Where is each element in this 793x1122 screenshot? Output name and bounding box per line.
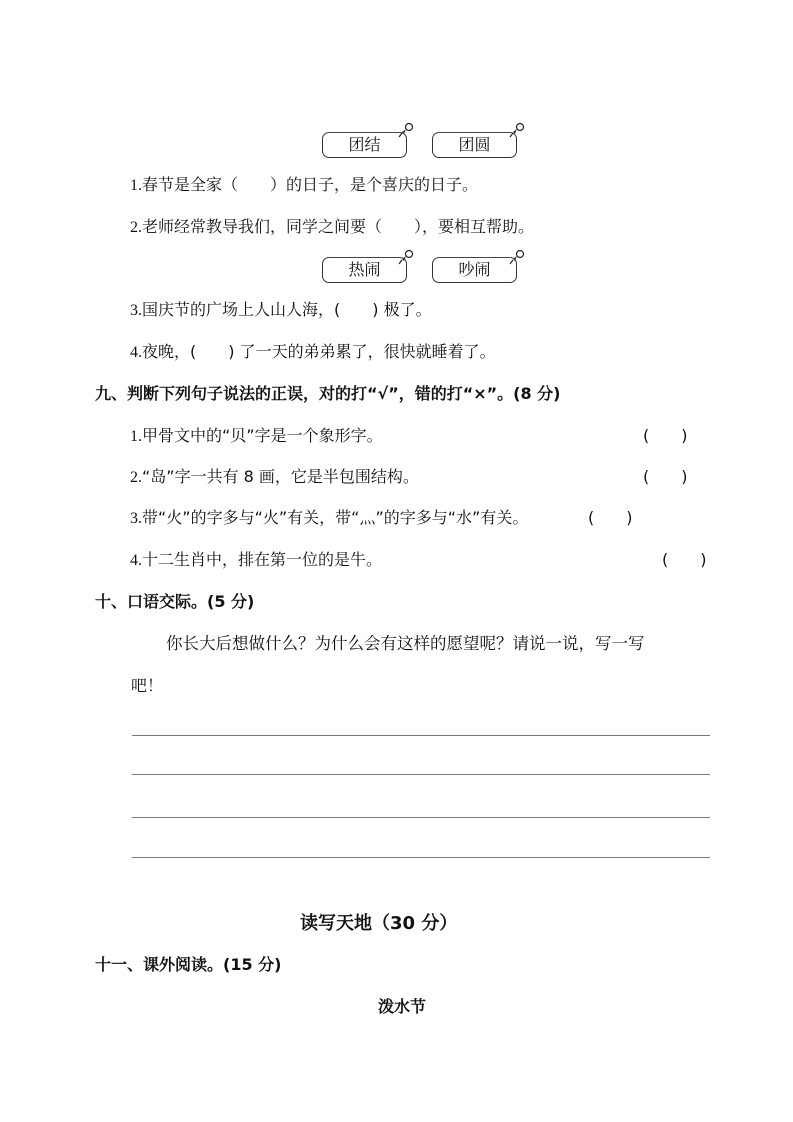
item-text: 甲骨文中的“贝”字是一个象形字。 bbox=[142, 426, 383, 445]
section-11-title: 十一、课外阅读。(15 分) bbox=[95, 955, 282, 974]
word-card bbox=[322, 257, 407, 283]
fill-blank-item-2 bbox=[130, 217, 534, 238]
fill-blank-item-1 bbox=[130, 175, 478, 196]
prompt-line-1: 你长大后想做什么？为什么会有这样的愿望呢？请说一说，写一写 bbox=[166, 634, 645, 653]
answer-line[interactable] bbox=[132, 735, 710, 736]
word-card-label: 团结 bbox=[348, 135, 381, 154]
answer-box[interactable]: ( ) bbox=[588, 508, 633, 527]
item-text-after: ) 极了。 bbox=[372, 300, 432, 319]
fill-blank-item-4 bbox=[130, 342, 496, 363]
passage-title: 泼水节 bbox=[378, 997, 427, 1016]
item-number: 2. bbox=[130, 469, 142, 486]
pushpin-icon bbox=[509, 249, 525, 265]
judge-item-2 bbox=[130, 467, 419, 488]
item-text: 十二生肖中，排在第一位的是牛。 bbox=[142, 550, 383, 569]
answer-blank[interactable] bbox=[382, 217, 414, 236]
section-10-title: 十、口语交际。(5 分) bbox=[95, 592, 255, 611]
item-text-before: 夜晚，( bbox=[142, 342, 197, 361]
judge-item-1 bbox=[130, 426, 383, 447]
item-number: 4. bbox=[130, 552, 142, 569]
answer-box[interactable]: ( ) bbox=[662, 550, 707, 569]
section-9-title: 九、判断下列句子说法的正误，对的打“√”，错的打“×”。(8 分) bbox=[95, 384, 561, 403]
item-number: 3. bbox=[130, 510, 142, 527]
word-card-label: 吵闹 bbox=[458, 260, 491, 279]
word-card bbox=[322, 132, 407, 158]
word-card-label: 热闹 bbox=[348, 260, 381, 279]
item-text: 带“火”的字多与“火”有关，带“灬”的字多与“水”有关。 bbox=[142, 508, 529, 527]
answer-box[interactable]: ( ) bbox=[643, 426, 688, 445]
word-card bbox=[432, 132, 517, 158]
item-text-before: 国庆节的广场上人山人海，( bbox=[142, 300, 341, 319]
item-number: 2. bbox=[130, 219, 142, 236]
answer-box[interactable]: ( ) bbox=[643, 467, 688, 486]
pushpin-icon bbox=[398, 122, 414, 138]
word-card bbox=[432, 257, 517, 283]
answer-line[interactable] bbox=[132, 857, 710, 858]
fill-blank-item-3 bbox=[130, 300, 432, 321]
word-card-label: 团圆 bbox=[458, 135, 491, 154]
pushpin-icon bbox=[398, 249, 414, 265]
item-number: 3. bbox=[130, 302, 142, 319]
item-text-after: ），要相互帮助。 bbox=[414, 217, 535, 236]
judge-item-3 bbox=[130, 508, 528, 529]
answer-line[interactable] bbox=[132, 774, 710, 775]
item-text-after: ）的日子，是个喜庆的日子。 bbox=[270, 175, 479, 194]
prompt-line-2: 吧！ bbox=[131, 676, 164, 695]
answer-blank[interactable] bbox=[340, 300, 372, 319]
item-text-after: ) 了一天的弟弟累了，很快就睡着了。 bbox=[228, 342, 496, 361]
item-number: 4. bbox=[130, 344, 142, 361]
item-text-before: 春节是全家（ bbox=[142, 175, 239, 194]
answer-blank[interactable] bbox=[238, 175, 270, 194]
part-heading: 读写天地（30 分） bbox=[300, 913, 458, 934]
answer-blank[interactable] bbox=[196, 342, 228, 361]
item-number: 1. bbox=[130, 177, 142, 194]
item-text-before: 老师经常教导我们，同学之间要（ bbox=[142, 217, 383, 236]
judge-item-4 bbox=[130, 550, 382, 571]
item-number: 1. bbox=[130, 428, 142, 445]
item-text: “岛”字一共有 8 画，它是半包围结构。 bbox=[142, 467, 419, 486]
pushpin-icon bbox=[509, 122, 525, 138]
answer-line[interactable] bbox=[132, 817, 710, 818]
